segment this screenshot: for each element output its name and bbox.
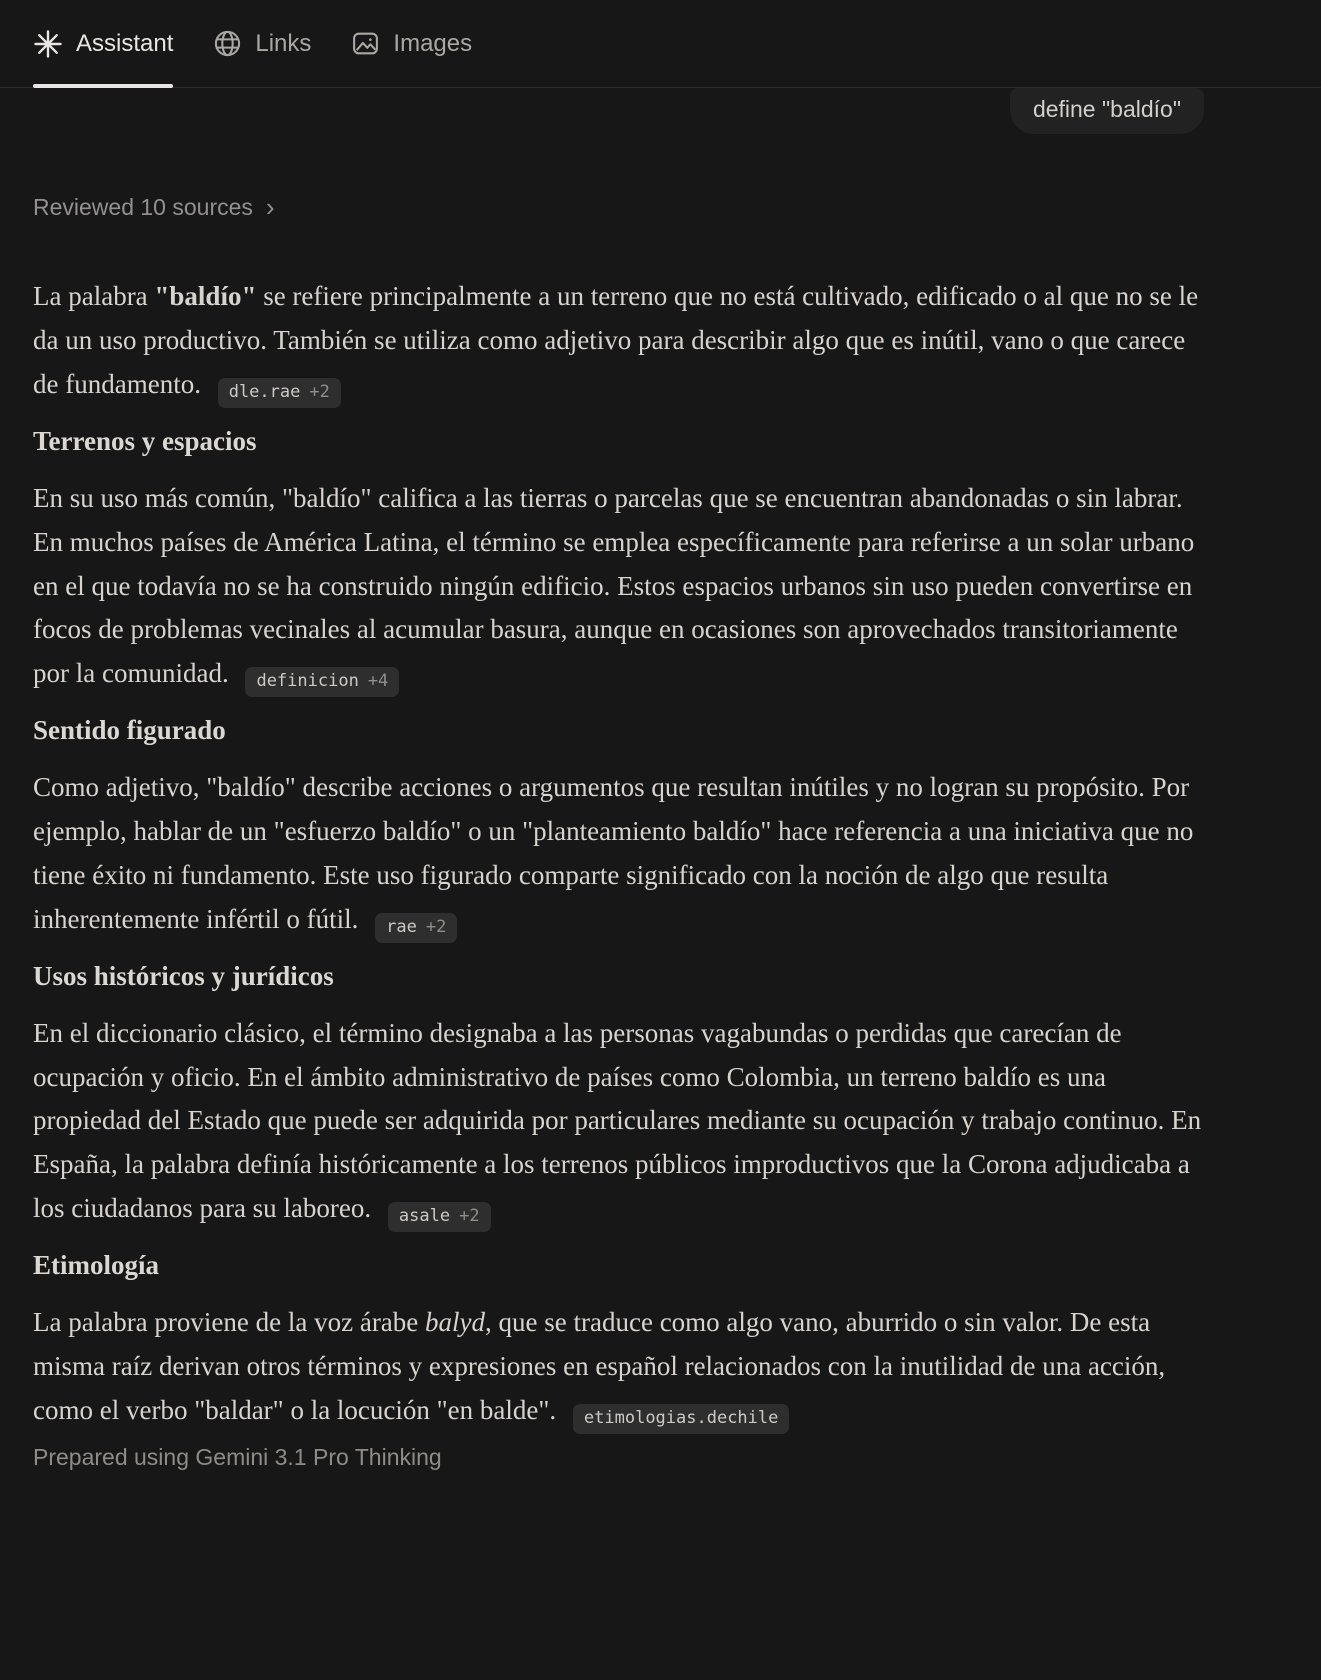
bold-text: "baldío" bbox=[154, 281, 257, 312]
body-text: La palabra proviene de la voz árabe bbox=[33, 1307, 426, 1338]
source-badge-label: definicion bbox=[256, 671, 359, 692]
source-badge-count: +2 bbox=[309, 381, 330, 402]
globe-icon bbox=[213, 29, 242, 58]
source-badge[interactable] bbox=[245, 667, 399, 697]
tab-images-label: Images bbox=[393, 29, 473, 57]
user-query-text: define "baldío" bbox=[1032, 96, 1181, 122]
tab-assistant-label: Assistant bbox=[76, 29, 174, 57]
tab-links-label: Links bbox=[255, 29, 312, 57]
body-text: La palabra bbox=[33, 281, 155, 312]
tab-links[interactable] bbox=[213, 0, 311, 87]
assistant-icon bbox=[33, 29, 63, 59]
answer-paragraph bbox=[33, 766, 1204, 942]
tab-images[interactable] bbox=[351, 0, 472, 87]
source-badge-label: etimologias.dechile bbox=[583, 1407, 779, 1428]
chevron-right-icon: › bbox=[265, 191, 275, 222]
source-badge-count: +2 bbox=[459, 1205, 480, 1226]
body-text: se refiere principalmente a un terreno que no está cultivado, edificado o al que no se le da un uso productivo. También se utiliza como adjetivo para describir algo que es inútil, vano o que carece de fundamento. bbox=[33, 281, 1199, 399]
answer-blocks bbox=[33, 275, 1204, 1434]
source-badge[interactable] bbox=[218, 378, 341, 408]
section-heading: Terrenos y espacios bbox=[33, 426, 257, 457]
source-badge-label: rae bbox=[386, 916, 417, 937]
top-nav bbox=[0, 0, 1321, 88]
answer-paragraph bbox=[33, 477, 1204, 697]
italic-text: balyd bbox=[425, 1307, 486, 1338]
images-icon bbox=[351, 29, 380, 58]
tab-assistant[interactable] bbox=[33, 0, 173, 87]
body-text: En su uso más común, "baldío" califica a las tierras o parcelas que se encuentran abandonadas o sin labrar. En muchos países de América Latina, el término se emplea específicamente para referirse a un solar urbano en el que todavía no se ha construido ningún edificio. Estos espacios urbanos sin uso pueden convertirse en focos de problemas vecinales al acumular basura, aunque en ocasiones son aprovechados transitoriamente por la comunidad. bbox=[33, 483, 1195, 689]
answer-paragraph bbox=[33, 275, 1204, 408]
user-message-row bbox=[0, 88, 1321, 134]
body-text: , que se traduce como algo vano, aburrido o sin valor. De esta misma raíz derivan otros términos y expresiones en español relacionados con la inutilidad de una acción, como el verbo "baldar" o la locución "en balde". bbox=[33, 1307, 1166, 1425]
answer-paragraph bbox=[33, 1301, 1204, 1434]
assistant-response bbox=[0, 134, 1321, 1471]
answer-paragraph bbox=[33, 1012, 1204, 1232]
reviewed-sources-label: Reviewed 10 sources bbox=[33, 194, 253, 221]
source-badge-count: +2 bbox=[425, 916, 447, 937]
source-badge-label: dle.rae bbox=[228, 381, 301, 402]
source-badge[interactable] bbox=[573, 1404, 789, 1434]
source-badge-count: +4 bbox=[367, 671, 389, 692]
section-heading: Sentido figurado bbox=[33, 715, 226, 746]
source-badge[interactable] bbox=[375, 913, 457, 943]
body-text: En el diccionario clásico, el término designaba a las personas vagabundas o perdidas que carecían de ocupación y oficio. En el ámbito administrativo de países como Colombia, un terreno baldío es una propiedad del Estado que puede ser adquirida por particulares mediante su ocupación y trabajo continuo. En España, la palabra definía históricamente a los terrenos públicos improductivos que la Corona adjudicaba a los ciudadanos para su laboreo. bbox=[33, 1017, 1202, 1223]
body-text: Como adjetivo, "baldío" describe acciones o argumentos que resultan inútiles y no logran su propósito. Por ejemplo, hablar de un "esfuerzo baldío" o un "planteamiento baldío" hace referencia a una iniciativa que no tiene éxito ni fundamento. Este uso figurado comparte significado con la noción de algo que resulta inherentemente infértil o fútil. bbox=[33, 772, 1194, 934]
reviewed-sources-link[interactable] bbox=[33, 191, 275, 222]
model-attribution: Prepared using Gemini 3.1 Pro Thinking bbox=[33, 1443, 442, 1470]
section-heading: Etimología bbox=[33, 1250, 159, 1281]
section-heading: Usos históricos y jurídicos bbox=[33, 960, 334, 991]
source-badge[interactable] bbox=[388, 1202, 491, 1232]
user-query-bubble bbox=[1010, 88, 1204, 134]
source-badge-label: asale bbox=[398, 1205, 451, 1226]
